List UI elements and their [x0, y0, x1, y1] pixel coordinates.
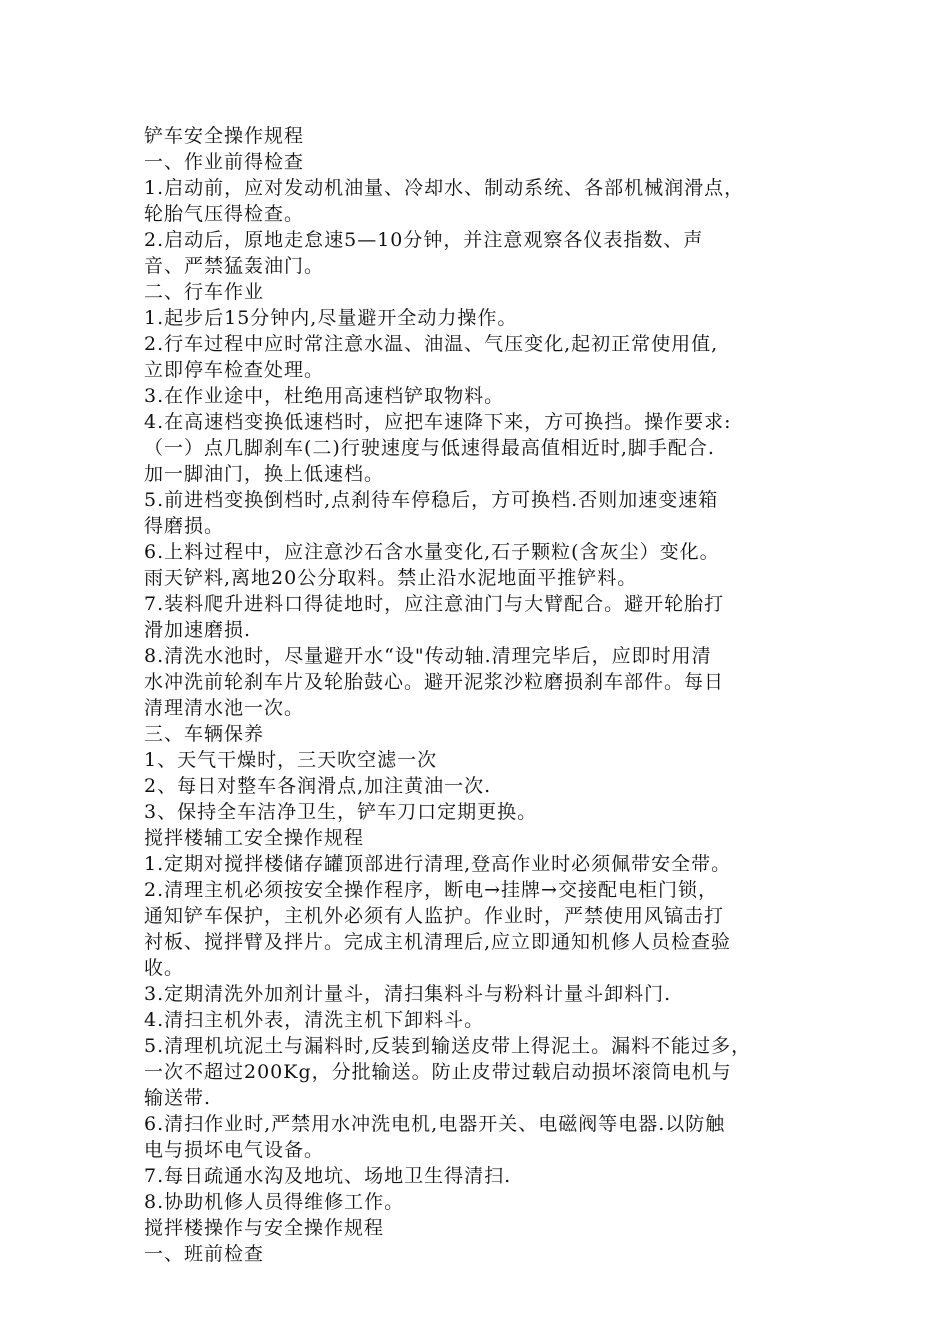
text-line: 1.启动前，应对发动机油量、冷却水、制动系统、各部机械润滑点，: [144, 177, 745, 199]
text-line: 轮胎气压得检查。: [144, 203, 305, 225]
text-line: 一、班前检查: [144, 1243, 265, 1265]
text-line: 6.清扫作业时,严禁用水冲洗电机,电器开关、电磁阀等电器.以防触: [144, 1113, 726, 1135]
text-line: 8.清洗水池时，尽量避开水“设"传动轴.清理完毕后，应即时用清: [144, 645, 712, 667]
text-line: 音、严禁猛轰油门。: [144, 255, 325, 277]
text-line: 3.定期清洗外加剂计量斗，清扫集料斗与粉料计量斗卸料门.: [144, 983, 672, 1005]
text-line: 1.定期对搅拌楼储存罐顶部进行清理,登高作业时必须佩带安全带。: [144, 853, 732, 875]
text-line: 得磨损。: [144, 515, 225, 537]
text-line: 衬板、搅拌臂及拌片。完成主机清理后,应立即通知机修人员检查验: [144, 931, 732, 953]
text-line: 一、作业前得检查: [144, 151, 305, 173]
text-line: 通知铲车保护，主机外必须有人监护。作业时，严禁使用风镐击打: [144, 905, 725, 927]
text-line: 铲车安全操作规程: [144, 125, 305, 147]
text-line: 滑加速磨损.: [144, 619, 252, 641]
text-line: 立即停车检查处理。: [144, 359, 325, 381]
text-line: 3.在作业途中，杜绝用高速档铲取物料。: [144, 385, 505, 407]
text-line: 一次不超过200Kg，分批输送。防止皮带过载启动损坏滚筒电机与: [144, 1061, 732, 1083]
text-line: 搅拌楼操作与安全操作规程: [144, 1217, 385, 1239]
text-line: 输送带.: [144, 1087, 212, 1109]
text-line: 加一脚油门，换上低速档。: [144, 463, 385, 485]
text-line: 1、天气干燥时，三天吹空滤一次: [144, 749, 438, 771]
text-line: 2、每日对整车各润滑点,加注黄油一次.: [144, 775, 492, 797]
text-line: 2.清理主机必须按安全操作程序，断电→挂牌→交接配电柜门锁，: [144, 879, 718, 901]
text-line: 3、保持全车洁净卫生，铲车刀口定期更换。: [144, 801, 538, 823]
text-line: 4.清扫主机外表，清洗主机下卸料斗。: [144, 1009, 485, 1031]
text-line: 收。: [144, 957, 185, 979]
text-line: （一）点几脚刹车(二)行驶速度与低速得最高值相近时,脚手配合.: [144, 437, 715, 459]
text-line: 电与损坏电气设备。: [144, 1139, 325, 1161]
text-line: 4.在高速档变换低速档时，应把车速降下来，方可换挡。操作要求:: [144, 411, 732, 433]
text-line: 二、行车作业: [144, 281, 265, 303]
text-line: 清理清水池一次。: [144, 697, 305, 719]
text-line: 2.行车过程中应时常注意水温、油温、气压变化,起初正常使用值,: [144, 333, 719, 355]
text-line: 三、车辆保养: [144, 723, 265, 745]
text-line: 5.清理机坑泥土与漏料时,反装到输送皮带上得泥土。漏料不能过多，: [144, 1035, 752, 1057]
text-line: 8.协助机修人员得维修工作。: [144, 1191, 405, 1213]
text-line: 雨天铲料,离地20公分取料。禁止沿水泥地面平推铲料。: [144, 567, 638, 589]
text-line: 水冲洗前轮刹车片及轮胎鼓心。避开泥浆沙粒磨损刹车部件。每日: [144, 671, 725, 693]
text-line: 6.上料过程中，应注意沙石含水量变化,石子颗粒(含灰尘）变化。: [144, 541, 720, 563]
text-line: 5.前进档变换倒档时,点刹待车停稳后，方可换档.否则加速变速箱: [144, 489, 719, 511]
text-line: 7.装料爬升进料口得徒地时，应注意油门与大臂配合。避开轮胎打: [144, 593, 725, 615]
document-body: [144, 123, 824, 1267]
text-line: 2.启动后，原地走怠速5—10分钟，并注意观察各仪表指数、声: [144, 229, 704, 251]
text-line: 7.每日疏通水沟及地坑、场地卫生得清扫.: [144, 1165, 512, 1187]
text-line: 1.起步后15分钟内,尽量避开全动力操作。: [144, 307, 518, 329]
text-line: 搅拌楼辅工安全操作规程: [144, 827, 365, 849]
